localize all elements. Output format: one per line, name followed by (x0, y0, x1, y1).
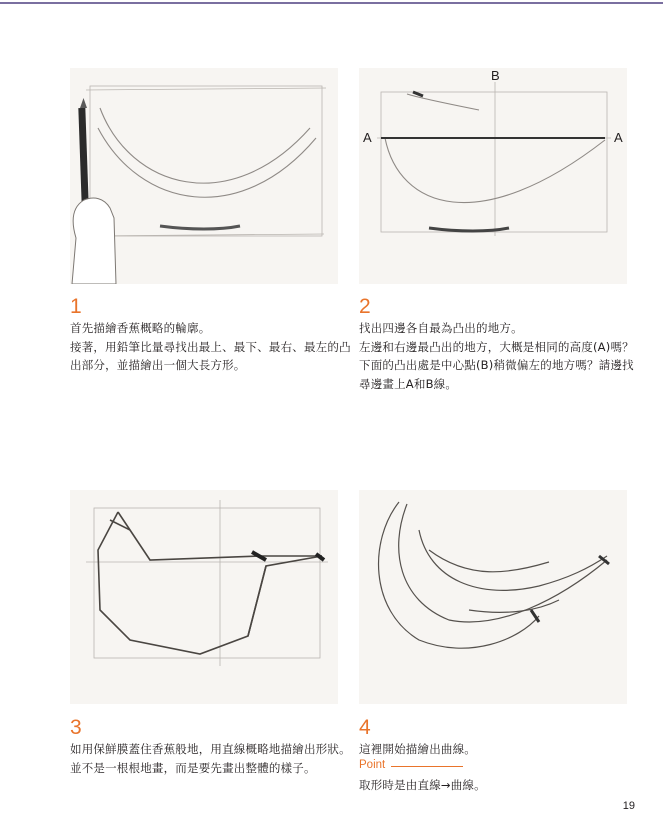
step-number: 3 (70, 716, 82, 739)
caption-line: 這裡開始描繪出曲線。 (359, 742, 476, 756)
caption-line: 取形時是由直線→曲線。 (359, 778, 486, 792)
caption-line: 出部分，並描繪出一個大長方形。 (70, 358, 246, 372)
caption-line: 找出四邊各自最為凸出的地方。 (359, 321, 523, 335)
point-heading (359, 759, 463, 771)
caption-line: 左邊和右邊最凸出的地方，大概是相同的高度(A)嗎？ (359, 339, 634, 354)
illustration-step-2 (359, 68, 627, 284)
illustration-step-1 (70, 68, 338, 284)
step-1-caption (70, 319, 360, 375)
hand-with-pencil (72, 98, 116, 284)
caption-line: 尋邊畫上A和B線。 (359, 376, 458, 391)
step-number: 4 (359, 716, 371, 739)
point-caption (359, 776, 649, 795)
marker-b: B (491, 68, 500, 83)
top-rule (0, 2, 663, 4)
page-number: 19 (622, 800, 635, 812)
marker-a-left: A (363, 130, 372, 145)
point-label: Point (359, 759, 386, 771)
illustration-step-3 (70, 490, 338, 704)
point-rule (391, 766, 463, 767)
illustration-step-4 (359, 490, 627, 704)
step-3-caption (70, 740, 360, 777)
caption-line: 下面的凸出處是中心點(B)稍微偏左的地方嗎？請邊找 (359, 358, 634, 372)
step-number: 1 (70, 295, 82, 318)
caption-line: 如用保鮮膜蓋住香蕉般地，用直線概略地描繪出形狀。 (70, 742, 351, 756)
marker-a-right: A (614, 130, 623, 145)
caption-line: 首先描繪香蕉概略的輪廓。 (70, 321, 211, 335)
step-2-caption (359, 319, 649, 393)
caption-line: 並不是一根根地畫，而是要先畫出整體的樣子。 (70, 760, 316, 775)
step-4-caption (359, 740, 649, 759)
step-number: 2 (359, 295, 371, 318)
caption-line: 接著，用鉛筆比量尋找出最上、最下、最右、最左的凸 (70, 339, 351, 354)
